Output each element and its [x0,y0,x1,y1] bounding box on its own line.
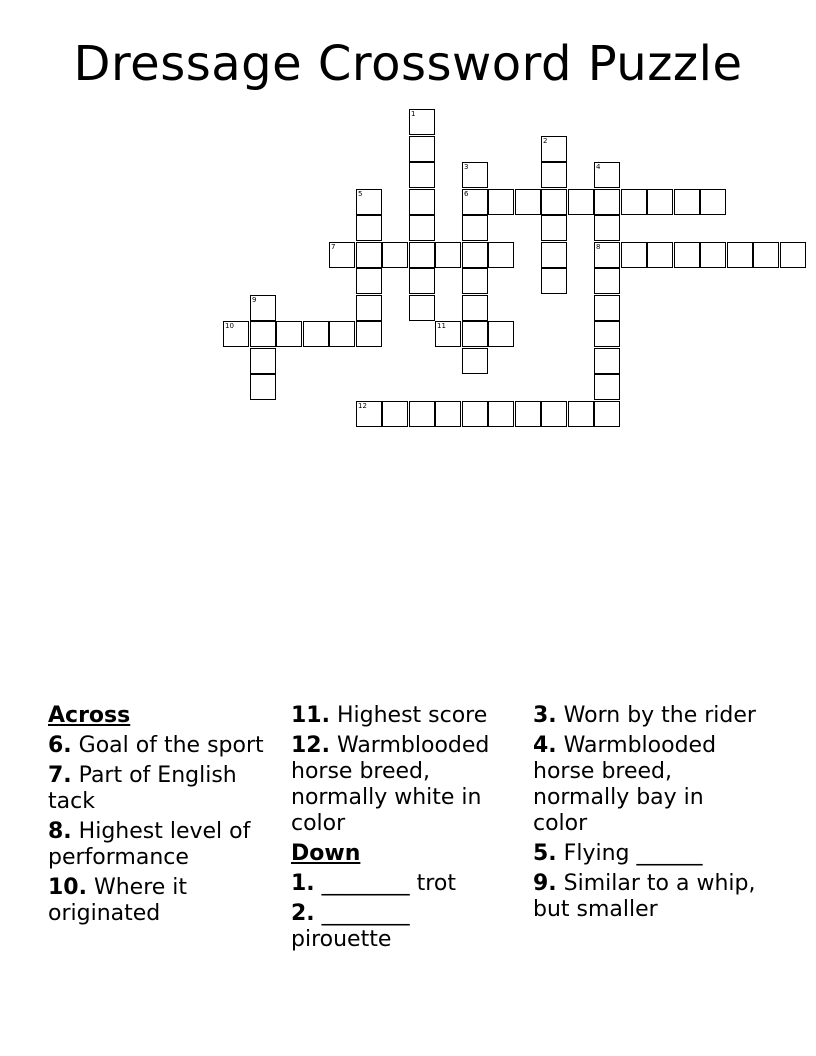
grid-cell[interactable] [727,242,753,268]
grid-cell[interactable] [409,242,435,268]
grid-cell[interactable] [594,401,620,427]
clues-column-2 [291,703,516,957]
grid-cell[interactable] [356,295,382,321]
grid-cell[interactable] [647,242,673,268]
grid-cell[interactable] [594,242,620,268]
grid-cell[interactable] [250,321,276,347]
grid-cell[interactable] [674,242,700,268]
grid-cell[interactable] [409,401,435,427]
clue-across-10: 10. Where it originated [48,875,188,926]
clue-across-7: 7. Part of English tack [48,763,237,814]
grid-cell[interactable] [594,162,620,188]
grid-cell[interactable] [356,321,382,347]
grid-cell[interactable] [409,295,435,321]
grid-cell[interactable] [409,162,435,188]
grid-cell[interactable] [409,136,435,162]
clue-down-1: 1. ________ trot [291,871,456,896]
clue-down-4: 4. Warmblooded horse breed, normally bay in color [533,733,717,836]
grid-cell[interactable] [276,321,302,347]
clue-number: 6 [464,190,469,198]
clues-column-1 [48,703,268,931]
clue-number: 9 [252,296,257,304]
clue-down-5: 5. Flying ______ [533,841,703,866]
grid-cell[interactable] [356,268,382,294]
grid-cell[interactable] [462,295,488,321]
grid-cell[interactable] [488,321,514,347]
grid-cell[interactable] [594,215,620,241]
grid-cell[interactable] [594,295,620,321]
grid-cell[interactable] [462,268,488,294]
grid-cell[interactable] [462,348,488,374]
clue-number: 7 [331,243,336,251]
clue-number: 3 [464,163,469,171]
clue-down-3: 3. Worn by the rider [533,703,756,728]
grid-cell[interactable] [594,321,620,347]
clue-number: 2 [543,137,548,145]
grid-cell[interactable] [250,295,276,321]
grid-cell[interactable] [462,215,488,241]
grid-cell[interactable] [303,321,329,347]
grid-cell[interactable] [647,189,673,215]
grid-cell[interactable] [568,401,594,427]
page-title: Dressage Crossword Puzzle [73,36,743,92]
grid-cell[interactable] [700,242,726,268]
grid-cell[interactable] [250,348,276,374]
grid-cell[interactable] [594,268,620,294]
clue-number: 1 [411,110,416,118]
grid-cell[interactable] [488,242,514,268]
grid-cell[interactable] [515,401,541,427]
grid-cell[interactable] [753,242,779,268]
grid-cell[interactable] [329,321,355,347]
clue-number: 8 [596,243,601,251]
grid-cell[interactable] [541,268,567,294]
grid-cell[interactable] [223,321,249,347]
across-heading: Across [48,703,131,728]
grid-cell[interactable] [621,242,647,268]
grid-cell[interactable] [621,189,647,215]
grid-cell[interactable] [356,189,382,215]
grid-cell[interactable] [462,189,488,215]
grid-cell[interactable] [462,321,488,347]
down-heading: Down [291,841,361,866]
grid-cell[interactable] [250,374,276,400]
grid-cell[interactable] [594,348,620,374]
clue-across-8: 8. Highest level of performance [48,819,251,870]
clue-down-2: 2. ________ pirouette [291,901,410,952]
grid-cell[interactable] [594,374,620,400]
grid-cell[interactable] [409,268,435,294]
grid-cell[interactable] [541,242,567,268]
grid-cell[interactable] [462,162,488,188]
grid-cell[interactable] [541,162,567,188]
grid-cell[interactable] [488,401,514,427]
clue-number: 4 [596,163,601,171]
grid-cell[interactable] [515,189,541,215]
grid-cell[interactable] [780,242,806,268]
grid-cell[interactable] [409,189,435,215]
grid-cell[interactable] [700,189,726,215]
clues-column-3 [533,703,758,927]
grid-cell[interactable] [382,242,408,268]
grid-cell[interactable] [409,215,435,241]
grid-cell[interactable] [435,321,461,347]
clue-across-6: 6. Goal of the sport [48,733,264,758]
grid-cell[interactable] [356,215,382,241]
grid-cell[interactable] [541,189,567,215]
clue-across-12: 12. Warmblooded horse breed, normally white in color [291,733,490,836]
grid-cell[interactable] [594,189,620,215]
grid-cell[interactable] [488,189,514,215]
grid-cell[interactable] [674,189,700,215]
grid-cell[interactable] [356,401,382,427]
grid-cell[interactable] [541,136,567,162]
clue-number: 5 [358,190,363,198]
grid-cell[interactable] [541,401,567,427]
grid-cell[interactable] [382,401,408,427]
clue-number: 12 [358,402,367,410]
clue-number: 10 [225,322,234,330]
clue-down-9: 9. Similar to a whip, but smaller [533,871,756,922]
grid-cell[interactable] [435,401,461,427]
grid-cell[interactable] [541,215,567,241]
grid-cell[interactable] [329,242,355,268]
grid-cell[interactable] [409,109,435,135]
grid-cell[interactable] [435,242,461,268]
clue-across-11: 11. Highest score [291,703,488,728]
clue-number: 11 [437,322,446,330]
grid-cell[interactable] [462,242,488,268]
grid-cell[interactable] [356,242,382,268]
grid-cell[interactable] [568,189,594,215]
grid-cell[interactable] [462,401,488,427]
